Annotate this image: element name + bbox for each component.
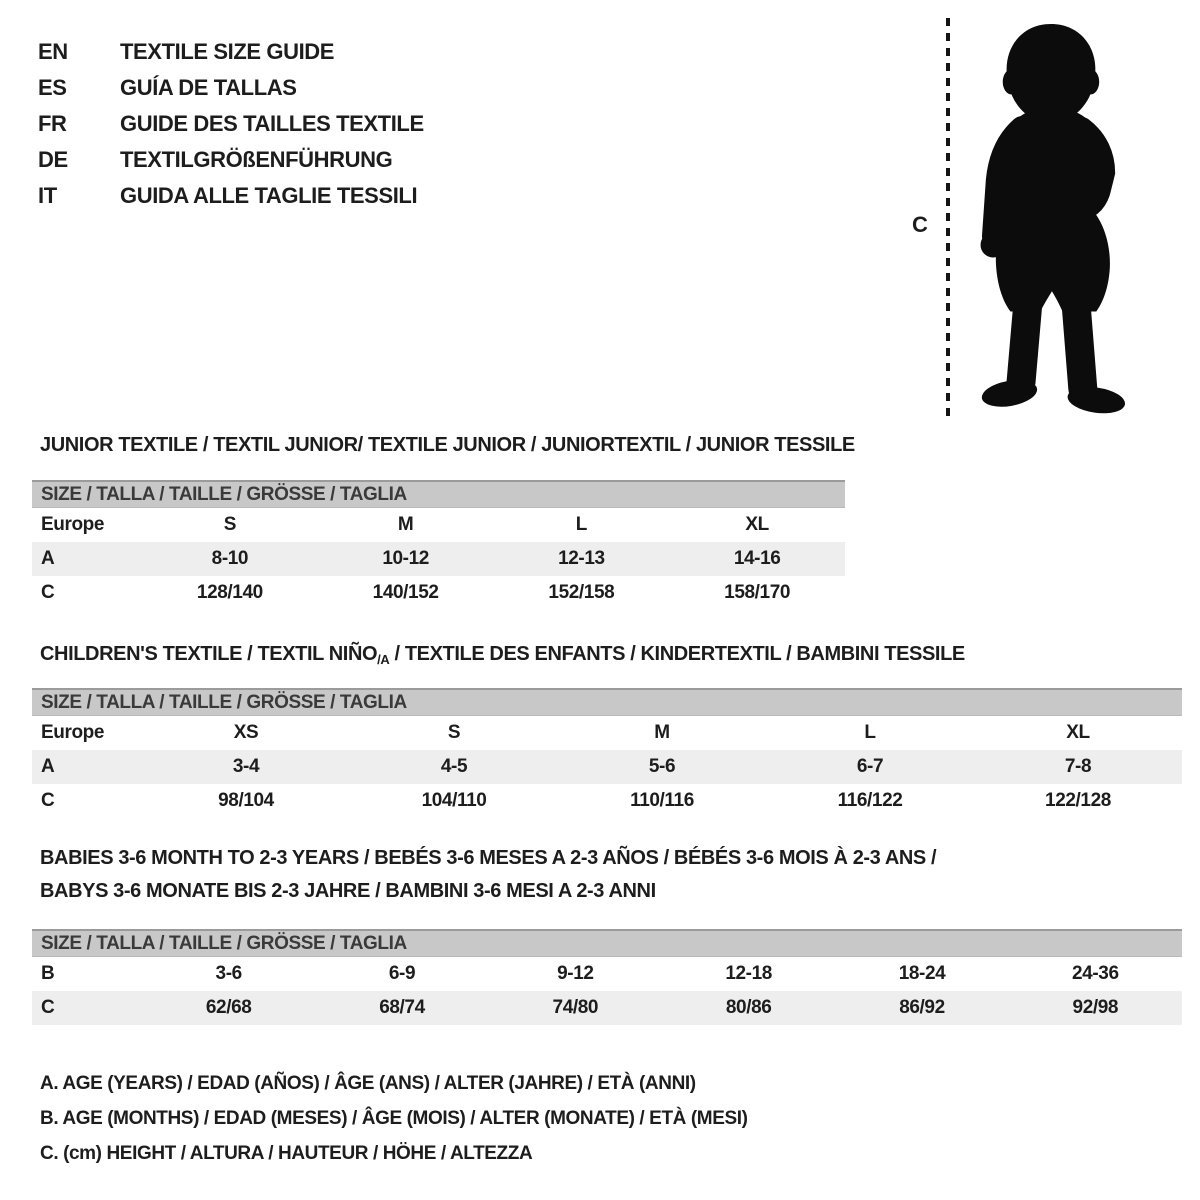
row-label: B: [41, 963, 55, 984]
legend-height-cm: C. (cm) HEIGHT / ALTURA / HAUTEUR / HÖHE / ALTEZZA: [40, 1142, 533, 1164]
babies-row-months: [32, 957, 1182, 991]
cell: 9-12: [557, 963, 594, 984]
language-title: TEXTILGRÖßENFÜHRUNG: [120, 147, 393, 172]
cell: 92/98: [1072, 997, 1119, 1018]
size-header-label: SIZE / TALLA / TAILLE / GRÖSSE / TAGLIA: [41, 932, 407, 954]
cell: 158/170: [724, 582, 791, 603]
cell: 122/128: [1045, 790, 1111, 811]
legend: [40, 1066, 748, 1171]
language-row-es: [38, 70, 424, 106]
cell: XS: [233, 722, 259, 743]
cell: 3-6: [215, 963, 242, 984]
babies-title-line2: BABYS 3-6 MONATE BIS 2-3 JAHRE / BAMBINI 3-6 MESI A 2-3 ANNI: [40, 880, 656, 902]
cell: S: [447, 722, 461, 743]
language-row-it: [38, 178, 424, 214]
cell: 98/104: [218, 790, 274, 811]
cell: 104/110: [421, 790, 487, 811]
language-code: EN: [38, 39, 68, 64]
cell: 4-5: [440, 756, 468, 777]
language-title: GUIDE DES TAILLES TEXTILE: [120, 111, 424, 136]
babies-section-title: [40, 842, 936, 908]
language-code: DE: [38, 147, 68, 172]
children-row-age: [32, 750, 1182, 784]
cell: 62/68: [205, 997, 252, 1018]
babies-title-line1: BABIES 3-6 MONTH TO 2-3 YEARS / BEBÉS 3-6 MESES A 2-3 AÑOS / BÉBÉS 3-6 MOIS À 2-3 ANS /: [40, 847, 937, 869]
row-label: Europe: [41, 722, 105, 743]
cell: M: [654, 722, 670, 743]
dashed-line-icon: [944, 18, 952, 416]
cell: 3-4: [232, 756, 260, 777]
cell: 12-13: [558, 548, 605, 569]
babies-size-table: [32, 929, 1182, 1025]
cell: 6-9: [388, 963, 416, 984]
cell: 110/116: [630, 790, 694, 811]
cell: 14-16: [733, 548, 781, 569]
language-list: [38, 34, 424, 214]
children-section-title: [40, 643, 965, 667]
cell: 68/74: [379, 997, 425, 1018]
row-label: C: [41, 790, 55, 811]
size-header-label: SIZE / TALLA / TAILLE / GRÖSSE / TAGLIA: [41, 691, 407, 713]
language-title: GUÍA DE TALLAS: [120, 75, 297, 100]
language-row-fr: [38, 106, 424, 142]
cell: 80/86: [725, 997, 772, 1018]
cell: S: [223, 514, 237, 535]
children-title-prefix: CHILDREN'S TEXTILE / TEXTIL NIÑO: [40, 643, 378, 665]
cell: 128/140: [196, 582, 263, 603]
children-row-europe: [32, 716, 1182, 750]
junior-size-table: [32, 480, 845, 610]
cell: 24-36: [1072, 963, 1119, 984]
language-code: FR: [38, 111, 67, 136]
cell: 5-6: [648, 756, 676, 777]
cell: 8-10: [211, 548, 249, 569]
legend-age-years: A. AGE (YEARS) / EDAD (AÑOS) / ÂGE (ANS) / ALTER (JAHRE) / ETÀ (ANNI): [40, 1072, 696, 1094]
size-header-bar: [32, 688, 1182, 716]
cell: 86/92: [899, 997, 945, 1018]
cell: L: [864, 722, 876, 743]
cell: 18-24: [898, 963, 946, 984]
children-size-table: [32, 688, 1182, 818]
row-label: A: [41, 548, 55, 569]
language-code: ES: [38, 75, 67, 100]
cell: 7-8: [1064, 756, 1092, 777]
cell: M: [397, 514, 414, 535]
junior-section-title: JUNIOR TEXTILE / TEXTIL JUNIOR/ TEXTILE JUNIOR / JUNIORTEXTIL / JUNIOR TESSILE: [40, 434, 855, 456]
cell: 6-7: [856, 756, 884, 777]
height-measure-label: C: [912, 212, 928, 237]
cell: 12-18: [725, 963, 772, 984]
size-header-label: SIZE / TALLA / TAILLE / GRÖSSE / TAGLIA: [41, 483, 407, 505]
toddler-silhouette-icon: [968, 16, 1132, 414]
children-row-height: [32, 784, 1182, 818]
language-title: GUIDA ALLE TAGLIE TESSILI: [120, 183, 418, 208]
row-label: C: [41, 582, 55, 603]
language-code: IT: [38, 183, 57, 208]
cell: 152/158: [548, 582, 615, 603]
cell: L: [575, 514, 587, 535]
cell: XL: [745, 514, 769, 535]
row-label: Europe: [41, 514, 105, 535]
cell: 116/122: [837, 790, 903, 811]
junior-row-europe: [32, 508, 845, 542]
children-title-suffix: / TEXTILE DES ENFANTS / KINDERTEXTIL / BAMBINI TESSILE: [389, 643, 965, 665]
row-label: C: [41, 997, 55, 1018]
language-row-de: [38, 142, 424, 178]
size-header-bar: [32, 929, 1182, 957]
height-measure-line: [944, 18, 952, 421]
size-header-bar: [32, 480, 845, 508]
legend-age-months: B. AGE (MONTHS) / EDAD (MESES) / ÂGE (MOIS) / ALTER (MONATE) / ETÀ (MESI): [40, 1107, 748, 1129]
children-title-sub: /A: [377, 652, 390, 667]
cell: XL: [1066, 722, 1090, 743]
cell: 74/80: [552, 997, 599, 1018]
language-title: TEXTILE SIZE GUIDE: [120, 39, 335, 64]
cell: 140/152: [372, 582, 439, 603]
junior-row-age: [32, 542, 845, 576]
language-row-en: [38, 34, 424, 70]
toddler-silhouette-image: [968, 16, 1132, 419]
junior-row-height: [32, 576, 845, 610]
babies-row-height: [32, 991, 1182, 1025]
cell: 10-12: [382, 548, 429, 569]
row-label: A: [41, 756, 55, 777]
